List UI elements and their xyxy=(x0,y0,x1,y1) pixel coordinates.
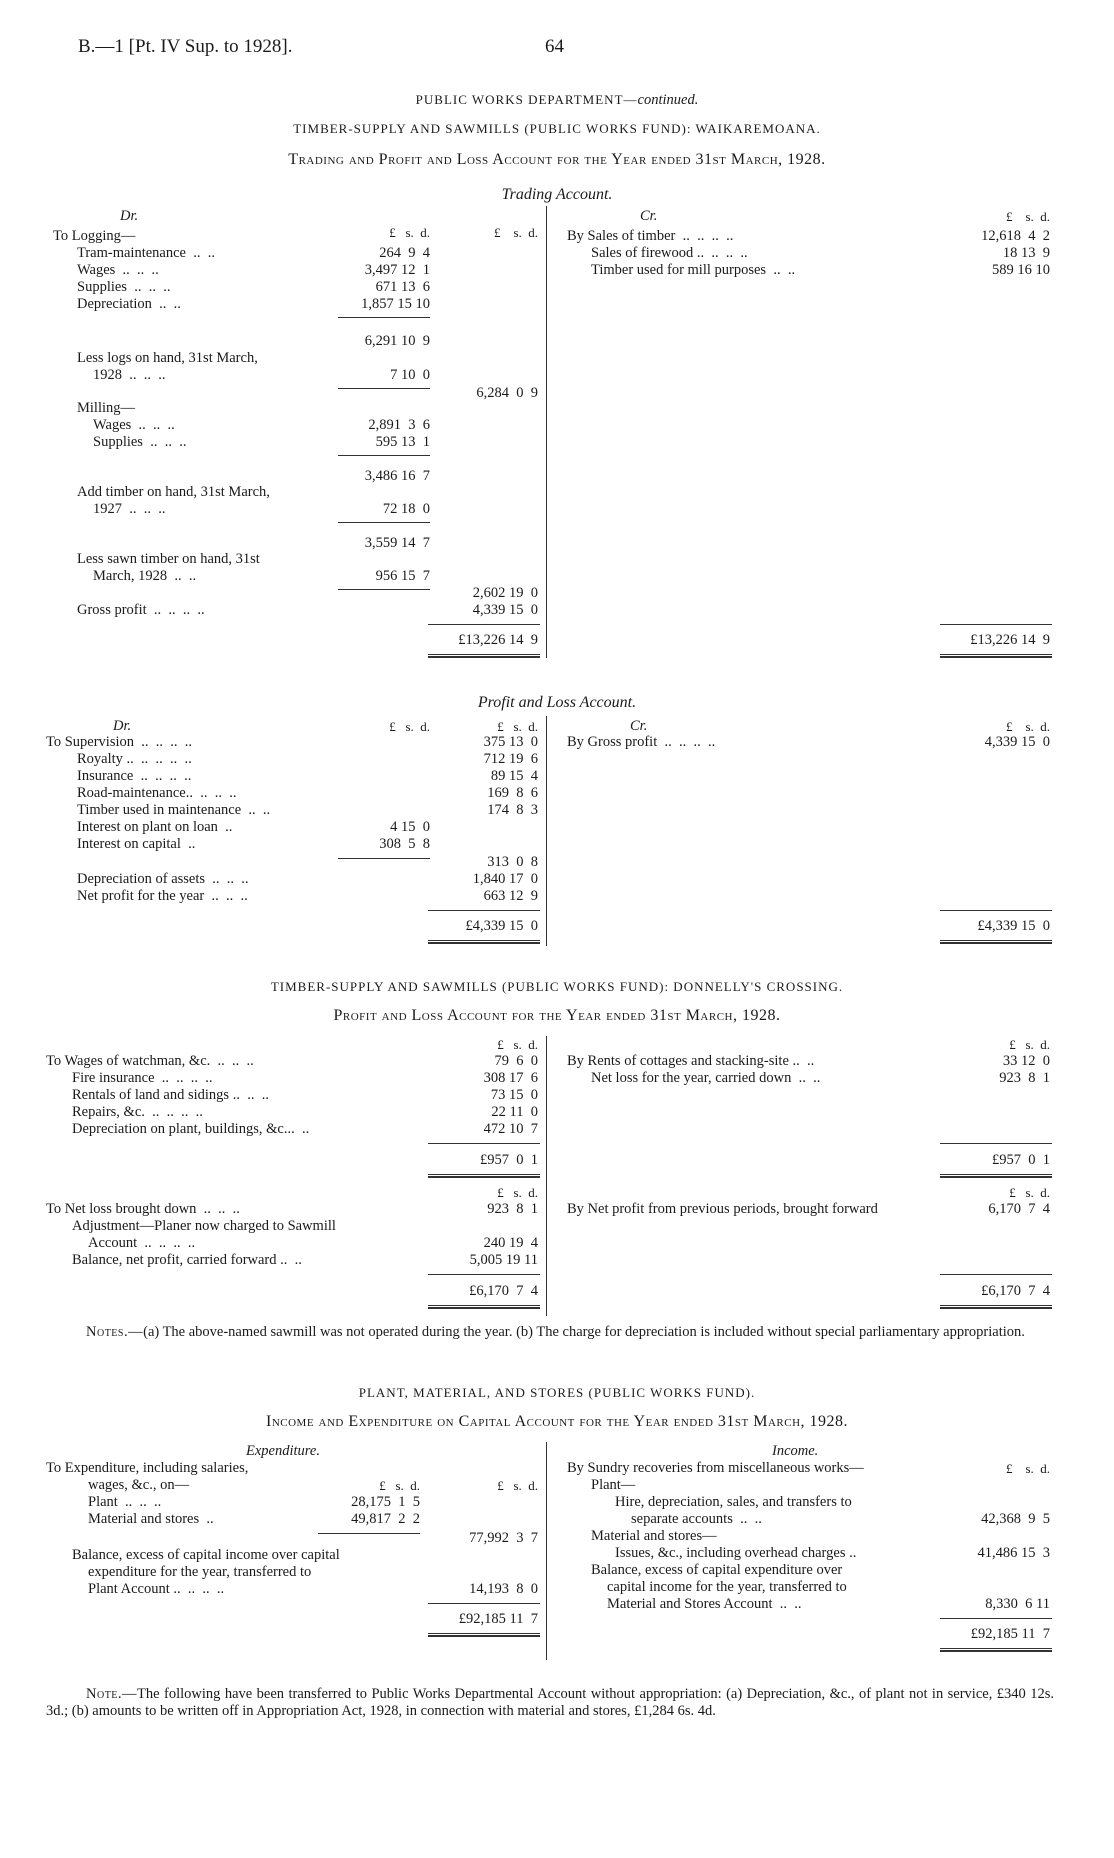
adjustment-label-2: Account .. .. .. .. xyxy=(88,1235,196,1251)
adjustment-label: Adjustment—Planer now charged to Sawmill xyxy=(72,1218,336,1234)
logging-heading: To Logging— xyxy=(53,228,136,244)
expenditure-label: Expenditure. xyxy=(246,1443,320,1459)
milling-wages-label: Wages .. .. .. xyxy=(93,417,175,433)
page-number: 64 xyxy=(545,36,564,57)
less-sawn-label-2: March, 1928 .. .. xyxy=(93,568,197,584)
trading-total-left: £13,226 14 9 xyxy=(458,632,538,648)
rule xyxy=(940,624,1052,625)
logging-subtotal: 6,291 10 9 xyxy=(364,333,430,349)
material-value: 49,817 2 2 xyxy=(351,1511,420,1527)
pl-row-value: 712 19 6 xyxy=(483,751,538,767)
donnellys-col-header-left: £ s. d. xyxy=(497,1037,538,1052)
donnellys-col-header-right-2: £ s. d. xyxy=(1009,1185,1050,1200)
balance-income-value: 8,330 6 11 xyxy=(985,1596,1050,1612)
firewood-value: 18 13 9 xyxy=(1002,245,1050,261)
to-net-loss-label: To Net loss brought down .. .. .. xyxy=(46,1201,240,1217)
supplies-value: 671 13 6 xyxy=(375,279,430,295)
section-title-plant: PLANT, MATERIAL, AND STORES (PUBLIC WORKS FUND). xyxy=(358,1385,756,1400)
issues-label: Issues, &c., including overhead charges .. xyxy=(615,1545,857,1561)
donnellys-col-header-right: £ s. d. xyxy=(1009,1037,1050,1052)
plant-total-right: £92,185 11 7 xyxy=(970,1626,1050,1642)
pl-row-label: Timber used in maintenance .. .. xyxy=(77,802,271,818)
donnellys-notes: Notes.—(a) The above-named sawmill was not operated during the year. (b) The charge for depreciation is included without special parliamentary appropriation. xyxy=(86,1324,1025,1340)
wages-value: 3,497 12 1 xyxy=(364,262,430,278)
by-sundry-label: By Sundry recoveries from miscellaneous works— xyxy=(567,1460,864,1476)
section-subtitle-donnellys: Profit and Loss Account for the Year ended 31st March, 1928. xyxy=(333,1007,781,1024)
donnellys-row-value: 79 6 0 xyxy=(494,1053,538,1069)
rule xyxy=(338,522,430,523)
balance-plant-value: 14,193 8 0 xyxy=(469,1581,538,1597)
mill-purposes-label: Timber used for mill purposes .. .. xyxy=(591,262,796,278)
pl-row-value: 169 8 6 xyxy=(487,785,538,801)
pl-divider xyxy=(546,716,547,946)
balance-income-label-3: Material and Stores Account .. .. xyxy=(607,1596,802,1612)
pl-total-left: £4,339 15 0 xyxy=(465,918,538,934)
donnellys-row-value: 22 11 0 xyxy=(491,1104,538,1120)
plant-total-left: £92,185 11 7 xyxy=(458,1611,538,1627)
donnellys-divider xyxy=(546,1036,547,1316)
add-timber-label: Add timber on hand, 31st March, xyxy=(77,484,270,500)
pl-row-value: 89 15 4 xyxy=(490,768,538,784)
document-code: B.—1 [Pt. IV Sup. to 1928]. xyxy=(78,36,293,57)
mill-purposes-value: 589 16 10 xyxy=(992,262,1050,278)
section-title-waikaremoana: TIMBER-SUPPLY AND SAWMILLS (PUBLIC WORKS FUND): WAIKAREMOANA. xyxy=(293,121,821,136)
pl-row-label: Interest on capital .. xyxy=(77,836,196,852)
plant-note: Note.—The following have been transferred to Public Works Departmental Account without appropriation: (a) Depreciation, &c., of plant not in service, £340 12s. 3d.; (b) amounts to be written off in Appropriation Act, 1928, in connection with material and stores, £1,284 6s. 4d. xyxy=(46,1686,1054,1719)
less-sawn-value: 956 15 7 xyxy=(375,568,430,584)
balance-label: Balance, net profit, carried forward .. .. xyxy=(72,1252,302,1268)
pl-row-label: Road-maintenance.. .. .. .. xyxy=(77,785,237,801)
by-net-profit-label: By Net profit from previous periods, brought forward xyxy=(567,1201,878,1217)
hire-value: 42,368 9 5 xyxy=(981,1511,1050,1527)
double-rule xyxy=(940,1305,1052,1309)
issues-value: 41,486 15 3 xyxy=(977,1545,1050,1561)
section-subtitle-plant: Income and Expenditure on Capital Account for the Year ended 31st March, 1928. xyxy=(265,1413,849,1430)
rule xyxy=(940,910,1052,911)
donnellys-row-value: 472 10 7 xyxy=(483,1121,538,1137)
less-logs-label: Less logs on hand, 31st March, xyxy=(77,350,258,366)
pl-debit-label: Dr. xyxy=(113,718,132,734)
rule xyxy=(338,455,430,456)
rule xyxy=(940,1618,1052,1619)
pl-row-label: Interest on plant on loan .. xyxy=(77,819,233,835)
debit-label: Dr. xyxy=(120,208,139,224)
donnellys-total2-left: £6,170 7 4 xyxy=(469,1283,538,1299)
expenditure-total: 77,992 3 7 xyxy=(469,1530,538,1546)
balance-plant-label-2: expenditure for the year, transferred to xyxy=(88,1564,312,1580)
pl-row-value: 308 5 8 xyxy=(379,836,430,852)
donnellys-row-value: 308 17 6 xyxy=(483,1070,538,1086)
hire-label-2: separate accounts .. .. xyxy=(631,1511,762,1527)
pl-by-gross-label: By Gross profit .. .. .. .. xyxy=(567,734,716,750)
plant-divider xyxy=(546,1442,547,1660)
gross-profit-value: 4,339 15 0 xyxy=(472,602,538,618)
trading-account-title: Trading Account. xyxy=(501,186,613,203)
donnellys-net-loss-label: Net loss for the year, carried down .. .. xyxy=(591,1070,821,1086)
double-rule xyxy=(428,940,540,944)
section-title-donnellys: TIMBER-SUPPLY AND SAWMILLS (PUBLIC WORKS FUND): DONNELLY'S CROSSING. xyxy=(270,979,844,994)
to-expenditure-label: To Expenditure, including salaries, xyxy=(46,1460,249,1476)
pl-by-gross-value: 4,339 15 0 xyxy=(984,734,1050,750)
milling-total: 2,602 19 0 xyxy=(472,585,538,601)
pl-depreciation-label: Depreciation of assets .. .. .. xyxy=(77,871,249,887)
pl-credit-label: Cr. xyxy=(630,718,648,734)
double-rule xyxy=(428,1305,540,1309)
pl-row-label: Insurance .. .. .. .. xyxy=(77,768,192,784)
double-rule xyxy=(940,1174,1052,1178)
milling-supplies-value: 595 13 1 xyxy=(375,434,430,450)
plant-col-header-right: £ s. d. xyxy=(1005,1461,1050,1476)
donnellys-row-value: 73 15 0 xyxy=(490,1087,538,1103)
pl-depreciation-value: 1,840 17 0 xyxy=(472,871,538,887)
donnellys-total1-left: £957 0 1 xyxy=(480,1152,538,1168)
by-sales-value: 12,618 4 2 xyxy=(981,228,1050,244)
material-income-heading: Material and stores— xyxy=(591,1528,717,1544)
donnellys-row-label: To Wages of watchman, &c. .. .. .. xyxy=(46,1053,254,1069)
section-subtitle-trading: Trading and Profit and Loss Account for the Year ended 31st March, 1928. xyxy=(288,151,826,168)
rule xyxy=(940,1143,1052,1144)
pl-col-header-2: £ s. d. xyxy=(497,719,538,734)
donnellys-total1-right: £957 0 1 xyxy=(992,1152,1050,1168)
rule xyxy=(338,858,430,859)
double-rule xyxy=(428,1174,540,1178)
pl-col-header-right: £ s. d. xyxy=(1005,719,1050,734)
pl-row-value: 4 15 0 xyxy=(390,819,430,835)
balance-plant-label: Balance, excess of capital income over capital xyxy=(72,1547,340,1563)
milling-wages-value: 2,891 3 6 xyxy=(368,417,430,433)
donnellys-row-label: Repairs, &c. .. .. .. .. xyxy=(72,1104,203,1120)
pl-account-title: Profit and Loss Account. xyxy=(477,694,637,711)
rule xyxy=(428,1143,540,1144)
pl-total-right: £4,339 15 0 xyxy=(977,918,1050,934)
pl-row-value: 174 8 3 xyxy=(487,802,538,818)
credit-label: Cr. xyxy=(640,208,658,224)
tram-label: Tram-maintenance .. .. xyxy=(77,245,215,261)
depreciation-value: 1,857 15 10 xyxy=(361,296,430,312)
add-timber-value: 72 18 0 xyxy=(382,501,430,517)
trading-total-right: £13,226 14 9 xyxy=(970,632,1050,648)
department-heading: PUBLIC WORKS DEPARTMENT—continued. xyxy=(415,92,699,108)
double-rule xyxy=(940,940,1052,944)
wages-label: Wages .. .. .. xyxy=(77,262,159,278)
col-header-left-2: £ s. d. xyxy=(493,225,538,240)
adjustment-value: 240 19 4 xyxy=(483,1235,538,1251)
donnellys-col-header-left-2: £ s. d. xyxy=(497,1185,538,1200)
rule xyxy=(338,388,430,389)
col-header-left-1: £ s. d. xyxy=(389,225,430,240)
pl-interest-total: 313 0 8 xyxy=(487,854,538,870)
to-net-loss-value: 923 8 1 xyxy=(487,1201,538,1217)
rule xyxy=(318,1533,420,1534)
milling-heading: Milling— xyxy=(77,400,136,416)
rule xyxy=(428,624,540,625)
donnellys-total2-right: £6,170 7 4 xyxy=(981,1283,1050,1299)
rule xyxy=(428,910,540,911)
double-rule xyxy=(428,654,540,658)
hire-label: Hire, depreciation, sales, and transfers to xyxy=(615,1494,852,1510)
less-logs-value: 7 10 0 xyxy=(390,367,430,383)
rule xyxy=(338,589,430,590)
less-sawn-label: Less sawn timber on hand, 31st xyxy=(77,551,260,567)
donnellys-by-rents-label: By Rents of cottages and stacking-site .. .. xyxy=(567,1053,815,1069)
pl-col-header-1: £ s. d. xyxy=(389,719,430,734)
double-rule xyxy=(940,654,1052,658)
double-rule xyxy=(428,1633,540,1637)
logging-total: 6,284 0 9 xyxy=(476,385,538,401)
pl-row-label: To Supervision .. .. .. .. xyxy=(46,734,192,750)
pl-net-profit-label: Net profit for the year .. .. .. xyxy=(77,888,248,904)
donnellys-row-label: Fire insurance .. .. .. .. xyxy=(72,1070,213,1086)
col-header-right: £ s. d. xyxy=(1005,209,1050,224)
rule xyxy=(428,1603,540,1604)
plant-income-heading: Plant— xyxy=(591,1477,636,1493)
donnellys-row-label: Depreciation on plant, buildings, &c... .. xyxy=(72,1121,310,1137)
supplies-label: Supplies .. .. .. xyxy=(77,279,171,295)
plant-value: 28,175 1 5 xyxy=(351,1494,420,1510)
plant-col-header-1: £ s. d. xyxy=(379,1478,420,1493)
pl-row-value: 375 13 0 xyxy=(483,734,538,750)
pl-row-label: Royalty .. .. .. .. .. xyxy=(77,751,192,767)
gross-profit-label: Gross profit .. .. .. .. xyxy=(77,602,205,618)
milling-subtotal-2: 3,559 14 7 xyxy=(364,535,430,551)
material-label: Material and stores .. xyxy=(88,1511,214,1527)
to-expenditure-label-2: wages, &c., on— xyxy=(88,1477,190,1493)
less-logs-label-2: 1928 .. .. .. xyxy=(93,367,166,383)
by-sales-label: By Sales of timber .. .. .. .. xyxy=(567,228,734,244)
plant-col-header-2: £ s. d. xyxy=(497,1478,538,1493)
balance-income-label: Balance, excess of capital expenditure over xyxy=(591,1562,843,1578)
rule xyxy=(940,1274,1052,1275)
milling-supplies-label: Supplies .. .. .. xyxy=(93,434,187,450)
balance-value: 5,005 19 11 xyxy=(469,1252,538,1268)
pl-net-profit-value: 663 12 9 xyxy=(483,888,538,904)
tram-value: 264 9 4 xyxy=(379,245,430,261)
donnellys-row-label: Rentals of land and sidings .. .. .. xyxy=(72,1087,269,1103)
rule xyxy=(428,1274,540,1275)
by-net-profit-value: 6,170 7 4 xyxy=(988,1201,1050,1217)
balance-income-label-2: capital income for the year, transferred to xyxy=(607,1579,847,1595)
donnellys-net-loss-value: 923 8 1 xyxy=(999,1070,1050,1086)
firewood-label: Sales of firewood .. .. .. .. xyxy=(591,245,748,261)
rule xyxy=(338,317,430,318)
milling-subtotal: 3,486 16 7 xyxy=(364,468,430,484)
balance-plant-label-3: Plant Account .. .. .. .. xyxy=(88,1581,225,1597)
donnellys-by-rents-value: 33 12 0 xyxy=(1002,1053,1050,1069)
double-rule xyxy=(940,1648,1052,1652)
depreciation-label: Depreciation .. .. xyxy=(77,296,181,312)
plant-label: Plant .. .. .. xyxy=(88,1494,162,1510)
trading-divider xyxy=(546,206,547,658)
income-label: Income. xyxy=(772,1443,819,1459)
add-timber-label-2: 1927 .. .. .. xyxy=(93,501,166,517)
